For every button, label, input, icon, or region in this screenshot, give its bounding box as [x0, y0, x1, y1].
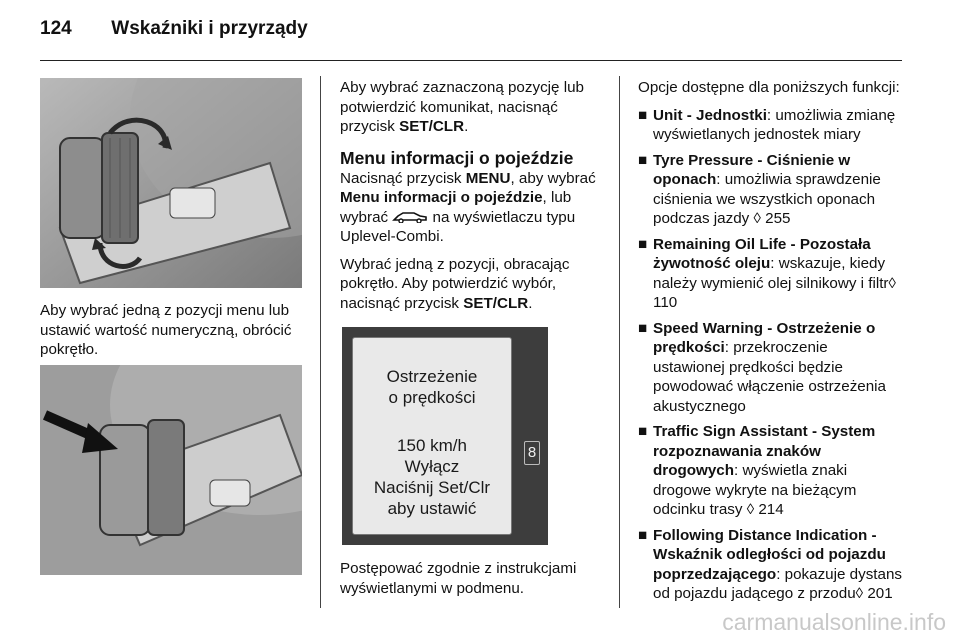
- page-header: [40, 18, 308, 40]
- display-line-2: o prędkości: [388, 388, 476, 407]
- paragraph-rotate: [340, 255, 612, 314]
- paragraph-set-clr: [340, 78, 612, 137]
- p1-bold: SET/CLR: [399, 118, 465, 135]
- vehicle-icon: [392, 211, 428, 223]
- p3-text: Wybrać jedną z pozycji, obracając pokrętło. Aby potwierdzić wybór, nacisnąć przycisk: [340, 255, 570, 312]
- column-3: [638, 78, 903, 610]
- option-text: : umożliwia sprawdzenie ciśnienia we wszystkich oponach podczas jazdy: [653, 171, 881, 227]
- p2-b2: Menu informacji o pojeździe: [340, 189, 543, 206]
- page-reference-icon: ◊: [746, 501, 755, 518]
- page-reference[interactable]: 110: [653, 294, 678, 311]
- column-divider-1: [320, 76, 321, 608]
- option-item: [638, 106, 903, 145]
- stalk-press-photo: [40, 365, 302, 575]
- page-reference[interactable]: 201: [867, 585, 893, 602]
- p1-end: .: [464, 118, 469, 135]
- display-line-5: Naciśnij Set/Clr: [373, 478, 491, 497]
- bullet-icon: ■: [638, 235, 648, 253]
- bullet-icon: ■: [638, 106, 648, 124]
- page-reference-icon: ◊: [888, 274, 896, 292]
- p3-bold: SET/CLR: [463, 294, 529, 312]
- display-line-1: Ostrzeżenie: [386, 367, 478, 386]
- display-line-6: aby ustawić: [387, 499, 477, 518]
- p2-t4: na wyświetlaczu typu Uplevel-Combi.: [340, 208, 576, 245]
- page-reference[interactable]: 255: [765, 210, 791, 227]
- display-line-3: 150 km/h: [397, 436, 467, 455]
- options-intro: Opcje dostępne dla poniższych funkcji:: [638, 79, 900, 96]
- photo-caption: Aby wybrać jedną z pozycji menu lub ustawić wartość numeryczną, obrócić pokrętło.: [40, 302, 292, 358]
- options-list: [638, 106, 903, 604]
- page-title: Wskaźniki i przyrządy: [111, 18, 308, 39]
- page-reference-icon: ◊: [753, 210, 761, 227]
- p3-end: .: [528, 294, 533, 312]
- option-title: Traffic Sign Assistant - System rozpoznawania znaków drogowych: [653, 423, 876, 479]
- column-2: [340, 78, 612, 606]
- section-heading: Menu informacji o pojeździe: [340, 147, 574, 168]
- option-text: : przekroczenie ustawionej prędkości będzie powodować włączenie ostrzeżenia akustycznego: [653, 339, 887, 415]
- option-title: Speed Warning - Ostrzeżenie o prędkości: [653, 319, 876, 356]
- display-page-badge: 8: [524, 441, 540, 465]
- option-title: Unit - Jednostki: [653, 106, 767, 124]
- display-screen: [352, 337, 512, 535]
- option-item: [638, 151, 903, 229]
- bullet-icon: ■: [638, 151, 648, 169]
- header-rule: [40, 60, 902, 61]
- p1-text: Aby wybrać zaznaczoną pozycję lub potwierdzić komunikat, nacisnąć przycisk: [340, 79, 584, 135]
- option-item: [638, 319, 903, 417]
- option-item: [638, 235, 903, 313]
- option-text: : wyświetla znaki drogowe wykryte na bieżącym odcinku trasy: [653, 462, 857, 518]
- stalk-rotate-photo: [40, 78, 302, 288]
- p2-t2: , aby wybrać: [510, 169, 596, 187]
- option-title: Remaining Oil Life - Pozostała żywotność oleju: [653, 235, 871, 272]
- page-reference[interactable]: 214: [758, 501, 784, 518]
- option-title: Tyre Pressure - Ciśnienie w oponach: [653, 151, 851, 188]
- option-item: [638, 422, 903, 520]
- paragraph-submenu: Postępować zgodnie z instrukcjami wyświetlanymi w podmenu.: [340, 560, 577, 597]
- speed-warning-display: [342, 327, 548, 545]
- watermark: carmanualsonline.info: [722, 609, 946, 635]
- option-text: : pokazuje dystans od pojazdu jadącego z przodu: [653, 565, 903, 602]
- p2-b1: MENU: [465, 169, 511, 187]
- paragraph-menu: [340, 169, 612, 247]
- bullet-icon: ■: [638, 423, 648, 440]
- page-reference-icon: ◊: [855, 585, 864, 602]
- bullet-icon: ■: [638, 526, 648, 544]
- page-number: 124: [40, 18, 72, 39]
- bullet-icon: ■: [638, 319, 648, 337]
- option-text: : wskazuje, kiedy należy wymienić olej silnikowy i filtr: [653, 255, 889, 292]
- column-divider-2: [619, 76, 620, 608]
- option-title: Following Distance Indication - Wskaźnik odległości od pojazdu poprzedzającego: [653, 526, 886, 583]
- p2-t3: , lub wybrać: [340, 189, 572, 226]
- option-text: : umożliwia zmianę wyświetlanych jednostek miary: [653, 106, 896, 143]
- option-item: [638, 526, 903, 604]
- p2-t1: Nacisnąć przycisk: [340, 169, 466, 187]
- display-line-4: Wyłącz: [404, 457, 460, 476]
